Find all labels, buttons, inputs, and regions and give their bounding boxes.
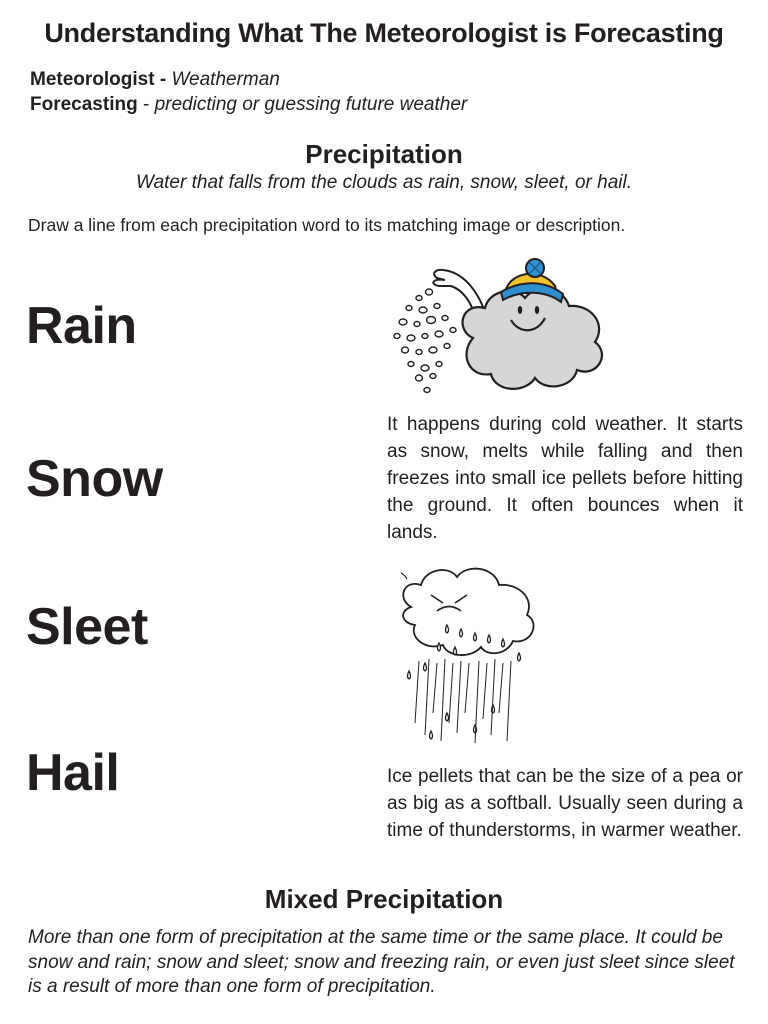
precipitation-subtitle: Water that falls from the clouds as rain, snow, sleet, or hail. (136, 172, 632, 193)
word-hail: Hail (26, 744, 120, 802)
definition-separator: - (137, 94, 155, 115)
definition-meteorologist (30, 68, 280, 92)
description-sleet: It happens during cold weather. It starts as snow, melts while falling and then freezes into small ice pellets before hitting the ground. It often bounces when it lands. (387, 414, 743, 543)
description-hail: Ice pellets that can be the size of a pea or as big as a softball. Usually seen during a time of thunderstorms, in warmer weather. (387, 766, 743, 841)
mixed-precipitation-description: More than one form of precipitation at the same time or the same place. It could be snow and rain; snow and sleet; snow and freezing rain, or even just sleet since sleet is a result of more than one form of precipitation. (28, 927, 735, 997)
definition-term: Forecasting (30, 94, 138, 115)
mixed-precipitation-heading: Mixed Precipitation (264, 884, 504, 914)
word-snow: Snow (26, 450, 163, 508)
word-rain: Rain (26, 297, 137, 355)
definition-meaning: Weatherman (171, 69, 280, 90)
definition-separator: - (154, 69, 172, 90)
word-sleet: Sleet (26, 598, 148, 656)
definition-forecasting (30, 93, 467, 117)
definition-meaning: predicting or guessing future weather (154, 94, 468, 115)
rain-cloud-icon (395, 563, 545, 748)
precipitation-heading: Precipitation (305, 139, 463, 169)
instruction-text: Draw a line from each precipitation word to its matching image or description. (28, 215, 626, 235)
snow-cloud-with-hat-icon (385, 250, 615, 400)
page-title: Understanding What The Meteorologist is Forecasting (44, 18, 724, 48)
definition-term: Meteorologist (30, 69, 155, 90)
